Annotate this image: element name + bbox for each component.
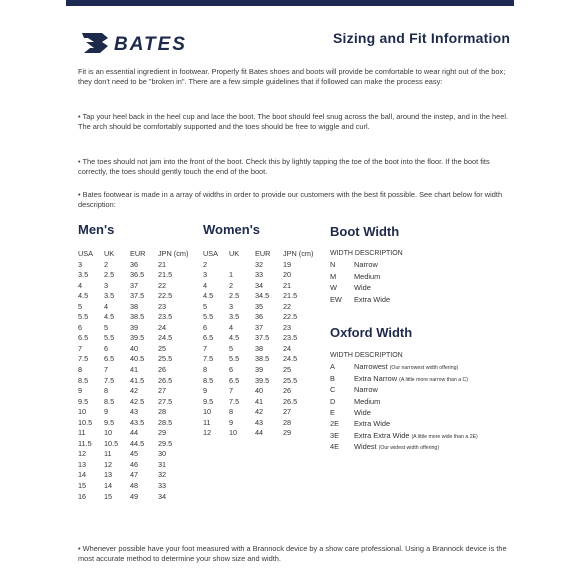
- width-description: Extra Wide: [354, 294, 391, 304]
- table-row: [203, 386, 323, 397]
- width-note: (A little more wide than a 2E): [411, 433, 478, 440]
- table-cell: 23.5: [158, 312, 173, 322]
- table-row: [203, 270, 323, 281]
- table-cell: 39: [130, 322, 139, 332]
- table-cell: 2.5: [104, 270, 115, 280]
- width-description: Wide: [354, 407, 371, 417]
- table-cell: 44: [130, 428, 139, 438]
- table-cell: 42: [255, 407, 264, 417]
- table-cell: 4: [229, 322, 234, 332]
- table-cell: 22.5: [158, 291, 173, 301]
- table-cell: 44: [255, 428, 264, 438]
- table-cell: 39: [255, 365, 264, 375]
- bates-logo: [80, 30, 250, 56]
- table-cell: 4: [104, 301, 109, 311]
- width-row: [330, 384, 520, 395]
- table-row: [78, 365, 198, 376]
- table-cell: 26: [283, 386, 292, 396]
- table-cell: 9: [229, 417, 234, 427]
- intro-paragraph: Fit is an essential ingredient in footwear. Properly fit Bates shoes and boots will provide be comfortable to wear right out of the box; they don't need to be "broken in". There are a few simple guidelines that if followed can make the process easy:: [78, 67, 506, 87]
- column-header: JPN (cm): [158, 249, 189, 258]
- table-row: [203, 281, 323, 292]
- column-header: JPN (cm): [283, 249, 314, 258]
- width-code: W: [330, 283, 337, 293]
- column-header: USA: [78, 249, 94, 258]
- table-cell: 38: [130, 301, 139, 311]
- table-cell: 4: [203, 280, 208, 290]
- table-cell: 22: [283, 301, 292, 311]
- column-header: EUR: [130, 249, 146, 258]
- table-row: [78, 492, 198, 503]
- table-row: [203, 291, 323, 302]
- svg-text:BATES: BATES: [114, 34, 187, 55]
- table-cell: 24.5: [283, 354, 298, 364]
- table-row: [78, 354, 198, 365]
- width-code: E: [330, 407, 335, 417]
- table-cell: 6: [104, 343, 109, 353]
- width-description-cell: [354, 294, 390, 305]
- width-code: B: [330, 373, 335, 383]
- table-cell: 42: [130, 386, 139, 396]
- width-code: M: [330, 271, 337, 281]
- table-cell: 10: [78, 407, 87, 417]
- table-cell: 8: [203, 365, 208, 375]
- width-code: D: [330, 396, 336, 406]
- table-cell: 43.5: [130, 417, 145, 427]
- width-header-row: [330, 248, 510, 259]
- table-cell: 34: [158, 491, 167, 501]
- width-code: A: [330, 362, 335, 372]
- table-cell: 3: [78, 259, 83, 269]
- table-cell: 7.5: [229, 396, 240, 406]
- table-cell: 5.5: [203, 312, 214, 322]
- width-code: C: [330, 385, 336, 395]
- table-cell: 5: [78, 301, 83, 311]
- table-cell: 29: [158, 428, 167, 438]
- table-row: [203, 323, 323, 334]
- table-row: [78, 481, 198, 492]
- table-cell: 22.5: [283, 312, 298, 322]
- table-cell: 11.5: [78, 438, 92, 448]
- table-cell: 43: [130, 407, 139, 417]
- width-description: Extra Extra Wide: [354, 430, 410, 440]
- width-header: WIDTH DESCRIPTION: [330, 352, 403, 359]
- table-cell: 3: [203, 270, 208, 280]
- table-cell: 21: [283, 280, 292, 290]
- table-header-row: [203, 249, 323, 260]
- oxford-width-table: [330, 350, 520, 453]
- table-row: [78, 291, 198, 302]
- table-cell: 26.5: [158, 375, 173, 385]
- table-cell: 9.5: [203, 396, 214, 406]
- table-cell: 28.5: [158, 417, 173, 427]
- table-cell: 25: [283, 365, 292, 375]
- table-cell: 35: [255, 301, 264, 311]
- width-row: [330, 259, 510, 270]
- table-row: [78, 407, 198, 418]
- oxford-width-title: Oxford Width: [330, 325, 413, 340]
- table-row: [78, 312, 198, 323]
- table-cell: 7: [229, 386, 234, 396]
- table-row: [78, 323, 198, 334]
- table-cell: 6.5: [203, 333, 214, 343]
- table-row: [203, 428, 323, 439]
- width-row: [330, 441, 520, 452]
- table-cell: 21.5: [158, 270, 173, 280]
- table-cell: 10: [229, 428, 238, 438]
- table-cell: 10.5: [104, 438, 119, 448]
- table-cell: 7: [78, 343, 83, 353]
- table-row: [78, 344, 198, 355]
- table-cell: 38: [255, 343, 264, 353]
- table-cell: 28: [158, 407, 167, 417]
- table-cell: 34: [255, 280, 264, 290]
- width-description-cell: [354, 384, 378, 395]
- table-cell: 2: [203, 259, 208, 269]
- table-cell: 29.5: [158, 438, 173, 448]
- table-cell: 42.5: [130, 396, 145, 406]
- table-cell: 26: [158, 365, 167, 375]
- table-cell: 3.5: [104, 291, 115, 301]
- table-cell: 36: [130, 259, 139, 269]
- table-row: [78, 302, 198, 313]
- table-row: [203, 344, 323, 355]
- table-row: [203, 365, 323, 376]
- table-cell: 6.5: [78, 333, 89, 343]
- table-cell: 15: [78, 481, 87, 491]
- table-cell: 11: [78, 428, 86, 438]
- table-cell: 43: [255, 417, 264, 427]
- width-description-cell: [354, 282, 371, 293]
- column-header: UK: [229, 249, 240, 258]
- width-row: [330, 294, 510, 305]
- width-code: 2E: [330, 419, 340, 429]
- table-row: [78, 270, 198, 281]
- top-bar: [66, 0, 514, 6]
- table-cell: 41.5: [130, 375, 145, 385]
- table-cell: 6: [78, 322, 83, 332]
- width-description: Narrow: [354, 260, 378, 270]
- width-code: N: [330, 260, 336, 270]
- bullet-toe-fit: • The toes should not jam into the front of the boot. Check this by lightly tapping the toe of the boot into the floor. If the boot fits correctly, the toes should gently touch the end of the boot.: [78, 157, 490, 177]
- table-cell: 13: [78, 459, 87, 469]
- width-description: Narrow: [354, 385, 378, 395]
- table-cell: 25.5: [158, 354, 173, 364]
- table-row: [78, 418, 198, 429]
- table-row: [78, 281, 198, 292]
- table-row: [203, 376, 323, 387]
- table-cell: 7.5: [104, 375, 115, 385]
- table-cell: 23: [158, 301, 167, 311]
- table-cell: 27: [158, 386, 167, 396]
- table-cell: 14: [104, 481, 113, 491]
- table-cell: 2: [104, 259, 109, 269]
- table-cell: 32: [255, 259, 264, 269]
- table-cell: 7.5: [78, 354, 89, 364]
- table-cell: 40: [130, 343, 139, 353]
- width-note: (A little more narrow than a C): [399, 376, 469, 383]
- table-row: [203, 418, 323, 429]
- table-cell: 7: [203, 343, 208, 353]
- width-description: Medium: [354, 396, 381, 406]
- table-cell: 5: [229, 343, 234, 353]
- table-cell: 40.5: [130, 354, 145, 364]
- width-description-cell: [354, 396, 380, 407]
- width-row: [330, 361, 520, 372]
- table-cell: 15: [104, 491, 113, 501]
- table-cell: 13: [104, 470, 113, 480]
- table-cell: 12: [203, 428, 212, 438]
- table-row: [78, 260, 198, 271]
- table-cell: 6.5: [104, 354, 115, 364]
- width-row: [330, 418, 520, 429]
- table-cell: 37: [255, 322, 264, 332]
- width-row: [330, 282, 510, 293]
- table-row: [78, 439, 198, 450]
- table-cell: 5.5: [104, 333, 115, 343]
- table-cell: 30: [158, 449, 167, 459]
- table-cell: 11: [104, 449, 112, 459]
- table-cell: 8: [78, 365, 83, 375]
- table-cell: 37.5: [130, 291, 145, 301]
- table-cell: 21.5: [283, 291, 298, 301]
- table-cell: 39.5: [130, 333, 145, 343]
- table-row: [78, 333, 198, 344]
- womens-title: Women's: [203, 222, 261, 237]
- width-note: (Our narrowest width offering): [389, 365, 459, 372]
- width-description: Narrowest: [354, 362, 388, 372]
- width-header-row: [330, 350, 520, 361]
- table-cell: 24: [158, 322, 167, 332]
- table-row: [78, 397, 198, 408]
- mens-title: Men's: [78, 222, 115, 237]
- table-cell: 10: [104, 428, 113, 438]
- table-cell: 24: [283, 343, 292, 353]
- table-cell: 28: [283, 417, 292, 427]
- width-header: WIDTH DESCRIPTION: [330, 250, 403, 257]
- table-cell: 37: [130, 280, 139, 290]
- table-cell: 23.5: [283, 333, 298, 343]
- width-row: [330, 430, 520, 441]
- column-header: USA: [203, 249, 219, 258]
- table-row: [203, 407, 323, 418]
- table-row: [78, 428, 198, 439]
- womens-size-table: [203, 249, 323, 439]
- width-row: [330, 373, 520, 384]
- width-description: Wide: [354, 283, 371, 293]
- table-cell: 4.5: [104, 312, 115, 322]
- table-row: [78, 386, 198, 397]
- table-cell: 5.5: [229, 354, 240, 364]
- table-cell: 38.5: [130, 312, 145, 322]
- width-row: [330, 271, 510, 282]
- table-cell: 21: [158, 259, 167, 269]
- table-cell: 8: [229, 407, 234, 417]
- table-cell: 16: [78, 491, 87, 501]
- table-cell: 4.5: [78, 291, 89, 301]
- table-cell: 6.5: [229, 375, 240, 385]
- table-cell: 12: [104, 459, 113, 469]
- width-description-cell: [354, 407, 371, 418]
- table-cell: 39.5: [255, 375, 270, 385]
- table-row: [78, 376, 198, 387]
- table-cell: 10: [203, 407, 212, 417]
- width-code: 3E: [330, 430, 340, 440]
- table-cell: 9: [104, 407, 109, 417]
- mens-size-table: [78, 249, 198, 502]
- table-cell: 31: [158, 459, 167, 469]
- bullet-widths: • Bates footwear is made in a array of widths in order to provide our customers with the best fit possible. See chart below for width description:: [78, 190, 503, 210]
- table-cell: 8: [104, 386, 109, 396]
- table-row: [78, 460, 198, 471]
- column-header: EUR: [255, 249, 271, 258]
- bullet-heel-fit: • Tap your heel back in the heel cup and lace the boot. The boot should feel snug across the ball, around the instep, and in the heel. The arch should be comfortably supported and the toes should be free to wiggle and curl.: [78, 112, 509, 132]
- width-description: Medium: [354, 271, 381, 281]
- boot-width-title: Boot Width: [330, 224, 400, 239]
- table-cell: 38.5: [255, 354, 270, 364]
- table-cell: 5: [104, 322, 109, 332]
- table-cell: 37.5: [255, 333, 270, 343]
- table-cell: 9.5: [104, 417, 115, 427]
- table-cell: 1: [229, 270, 234, 280]
- table-cell: 24.5: [158, 333, 173, 343]
- table-cell: 20: [283, 270, 292, 280]
- table-row: [203, 333, 323, 344]
- table-cell: 26.5: [283, 396, 298, 406]
- width-description-cell: [354, 271, 380, 282]
- table-row: [203, 354, 323, 365]
- table-cell: 40: [255, 386, 264, 396]
- table-cell: 32: [158, 470, 167, 480]
- table-row: [203, 302, 323, 313]
- width-note: (Our widest width offering): [378, 445, 440, 452]
- table-cell: 44.5: [130, 438, 145, 448]
- table-cell: 9: [203, 386, 208, 396]
- table-cell: 19: [283, 259, 292, 269]
- table-cell: 36.5: [130, 270, 145, 280]
- table-row: [203, 260, 323, 271]
- table-cell: 45: [130, 449, 139, 459]
- width-code: EW: [330, 294, 342, 304]
- table-cell: 5: [203, 301, 208, 311]
- table-cell: 29: [283, 428, 292, 438]
- table-cell: 41: [130, 365, 139, 375]
- table-cell: 8.5: [78, 375, 89, 385]
- table-cell: 8.5: [203, 375, 214, 385]
- table-cell: 27.5: [158, 396, 173, 406]
- table-cell: 3: [229, 301, 234, 311]
- table-cell: 8.5: [104, 396, 115, 406]
- table-cell: 33: [255, 270, 264, 280]
- table-cell: 25: [158, 343, 167, 353]
- table-row: [203, 397, 323, 408]
- table-cell: 7: [104, 365, 109, 375]
- table-cell: 2: [229, 280, 234, 290]
- table-cell: 10.5: [78, 417, 93, 427]
- page-title: Sizing and Fit Information: [333, 30, 511, 46]
- table-cell: 4.5: [203, 291, 214, 301]
- table-cell: 6: [203, 322, 208, 332]
- table-cell: 9: [78, 386, 83, 396]
- table-header-row: [78, 249, 198, 260]
- width-code: 4E: [330, 442, 340, 452]
- table-cell: 47: [130, 470, 139, 480]
- width-description-cell: [354, 441, 439, 454]
- table-cell: 12: [78, 449, 87, 459]
- table-cell: 27: [283, 407, 292, 417]
- width-description: Extra Narrow: [354, 373, 398, 383]
- width-description-cell: [354, 418, 390, 429]
- table-cell: 23: [283, 322, 292, 332]
- footer-note: • Whenever possible have your foot measured with a Brannock device by a show care professional. Using a Brannock device is the most accurate method to determine your show size and width.: [78, 544, 507, 564]
- table-cell: 3.5: [78, 270, 89, 280]
- table-cell: 3.5: [229, 312, 240, 322]
- table-cell: 7.5: [203, 354, 214, 364]
- table-cell: 6: [229, 365, 234, 375]
- table-cell: 48: [130, 481, 139, 491]
- table-cell: 4: [78, 280, 83, 290]
- table-cell: 22: [158, 280, 167, 290]
- width-row: [330, 396, 520, 407]
- table-cell: 4.5: [229, 333, 240, 343]
- table-cell: 46: [130, 459, 139, 469]
- width-row: [330, 407, 520, 418]
- table-row: [78, 449, 198, 460]
- table-cell: 5.5: [78, 312, 89, 322]
- table-cell: 2.5: [229, 291, 240, 301]
- table-cell: 36: [255, 312, 264, 322]
- table-cell: 34.5: [255, 291, 270, 301]
- column-header: UK: [104, 249, 115, 258]
- table-cell: 11: [203, 417, 211, 427]
- table-cell: 25.5: [283, 375, 298, 385]
- width-description-cell: [354, 259, 378, 270]
- table-row: [78, 470, 198, 481]
- table-cell: 14: [78, 470, 87, 480]
- width-description: Widest: [354, 442, 377, 452]
- boot-width-table: [330, 248, 510, 305]
- table-cell: 9.5: [78, 396, 89, 406]
- width-description: Extra Wide: [354, 419, 391, 429]
- table-cell: 33: [158, 481, 167, 491]
- table-row: [203, 312, 323, 323]
- table-cell: 41: [255, 396, 264, 406]
- table-cell: 3: [104, 280, 109, 290]
- table-cell: 49: [130, 491, 139, 501]
